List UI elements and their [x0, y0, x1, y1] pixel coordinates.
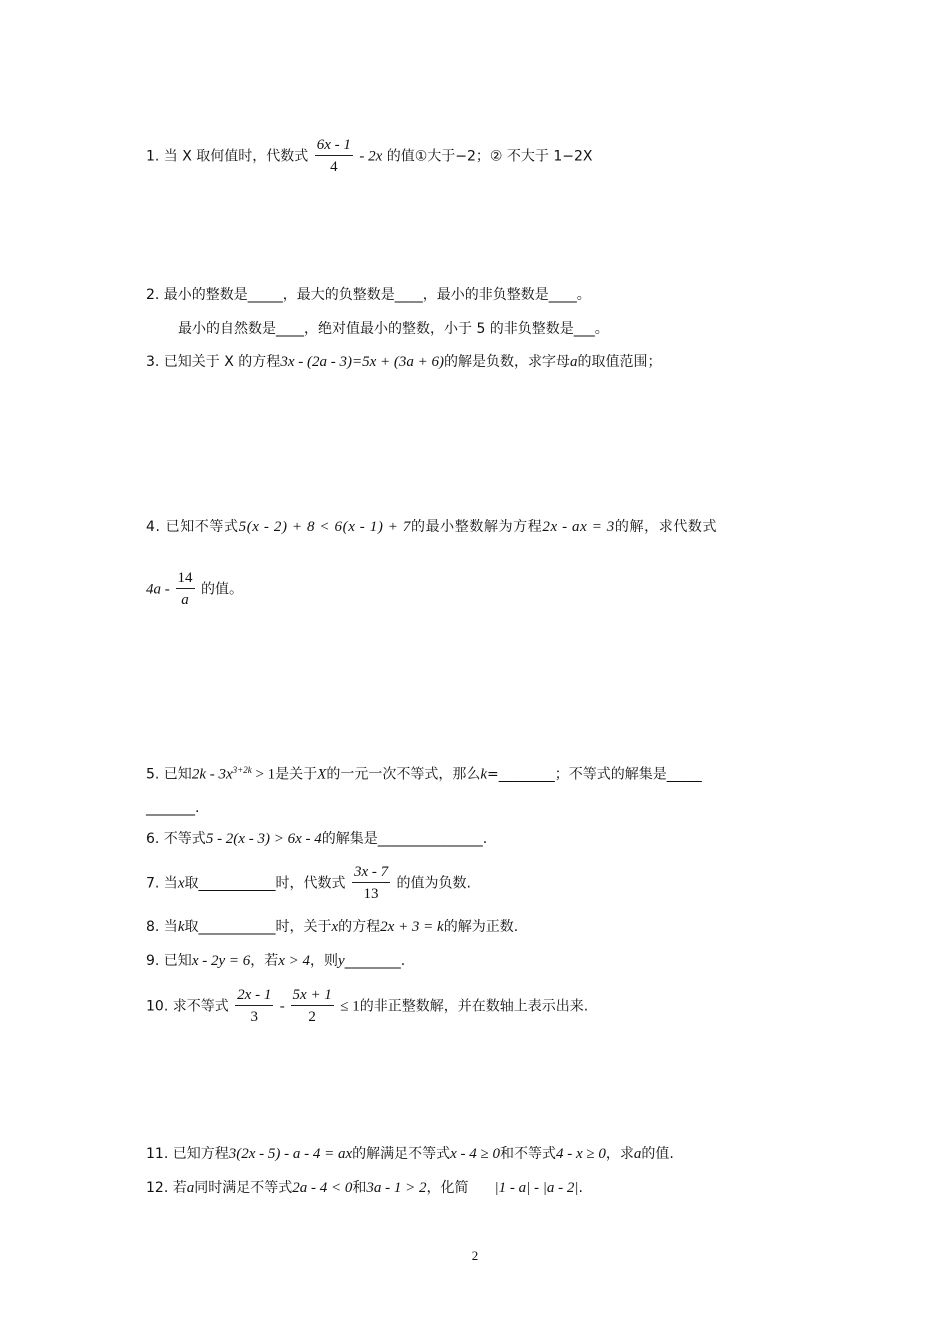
q12-inequality-2: 3a - 1 > 2 [366, 1180, 427, 1196]
q4-expr-suffix: 的值。 [200, 581, 243, 598]
q11-variable: a [633, 1146, 642, 1162]
question-4 [146, 517, 717, 537]
q7-middle: 取___________时，代数式 [184, 875, 346, 892]
q8-equation: 2x + 3 = k [380, 919, 444, 935]
q10-fraction-1 [235, 985, 273, 1028]
q7-variable: x [177, 875, 185, 892]
q4-middle: 的最小整数解为方程 [410, 519, 543, 535]
q8-middle: 取___________时，关于 [184, 919, 332, 935]
q12-inequality-1: 2a - 4 < 0 [292, 1180, 353, 1196]
q12-variable: a [186, 1180, 195, 1196]
q11-suffix: 的值. [641, 1146, 674, 1162]
question-9 [146, 951, 405, 971]
q9-suffix: ________. [344, 953, 406, 969]
q10-frac2-numerator: 5x + 1 [291, 985, 334, 1006]
q5-relation: > 1 [251, 766, 276, 783]
q5-k: k [480, 766, 488, 783]
question-3 [146, 352, 661, 372]
question-4-expression [146, 568, 243, 611]
q4-equation: 2x - ax = 3 [542, 519, 615, 535]
q5-middle-2: 的一元一次不等式，那么 [326, 766, 481, 783]
question-7 [146, 862, 471, 905]
q8-variable: k [177, 919, 185, 935]
q9-equation: x - 2y = 6 [191, 953, 251, 969]
question-2-line-1: 2. 最小的整数是_____，最大的负整数是____，最小的非负整数是____。 [146, 287, 591, 303]
q11-inequality-1: x - 4 ≥ 0 [450, 1146, 501, 1162]
q9-condition: x > 4 [278, 953, 311, 969]
q12-middle-3: ，化简 [426, 1180, 469, 1196]
question-10 [146, 985, 588, 1028]
q3-suffix: 的取值范围； [577, 354, 662, 370]
q12-suffix: . [578, 1180, 583, 1196]
q10-frac2-denominator: 2 [308, 1009, 316, 1025]
q10-frac1-numerator: 2x - 1 [235, 985, 273, 1006]
q9-middle: ，若 [250, 953, 279, 969]
q11-prefix: 11. 已知方程 [146, 1146, 229, 1162]
q7-prefix: 7. 当 [146, 875, 178, 892]
q5-expression: 2k - 3x [191, 766, 233, 783]
q1-frac-numerator: 6x - 1 [315, 135, 353, 156]
q4-prefix: 4. 已知不等式 [146, 519, 239, 535]
question-5 [146, 760, 702, 785]
q10-relation: ≤ 1 [340, 998, 360, 1015]
q11-equation: 3(2x - 5) - a - 4 = ax [228, 1146, 353, 1162]
question-8 [146, 917, 518, 937]
q9-variable: y [338, 953, 345, 969]
q4-inequality: 5(x - 2) + 8 < 6(x - 1) + 7 [238, 519, 411, 535]
q3-variable: a [569, 354, 578, 370]
q1-suffix: 的值①大于−2；② 不大于 1−2X [386, 148, 593, 165]
question-1 [146, 135, 593, 178]
q8-middle-2: 的方程 [338, 919, 381, 935]
q6-inequality: 5 - 2(x - 3) > 6x - 4 [205, 831, 322, 847]
q8-prefix: 8. 当 [146, 919, 178, 935]
q11-inequality-2: 4 - x ≥ 0 [556, 1146, 606, 1162]
q12-middle: 同时满足不等式 [194, 1180, 293, 1196]
question-2-line-2: 最小的自然数是____，绝对值最小的整数，小于 5 的非负整数是___。 [178, 321, 609, 337]
question-11 [146, 1144, 674, 1164]
q3-equation: 3x - (2a - 3)=5x + (3a + 6) [280, 354, 444, 370]
q4-expr-prefix: 4a - [146, 581, 174, 598]
q6-suffix: 的解集是_______________. [321, 831, 488, 847]
q8-variable-2: x [331, 919, 339, 935]
q1-fraction [315, 135, 353, 178]
page-number: 2 [471, 1248, 479, 1263]
q10-prefix: 10. 求不等式 [146, 998, 229, 1015]
question-5-line-2: _______. [146, 800, 200, 816]
q7-fraction [352, 862, 390, 905]
q8-suffix: 的解为正数. [443, 919, 519, 935]
q12-prefix: 12. 若 [146, 1180, 187, 1196]
q6-prefix: 6. 不等式 [146, 831, 206, 847]
q1-expression: - 2x [359, 148, 383, 165]
q1-frac-denominator: 4 [330, 159, 338, 175]
q10-operator: - [279, 998, 289, 1015]
q9-middle-2: ，则 [310, 953, 339, 969]
q5-exponent: 3+2k [232, 765, 252, 775]
q5-suffix: =________；不等式的解集是_____ [487, 766, 702, 783]
q3-prefix: 3. 已知关于 X 的方程 [146, 354, 281, 370]
q11-middle: 的解满足不等式 [352, 1146, 451, 1162]
q4-fraction [176, 568, 195, 611]
q1-prefix: 1. 当 X 取何值时，代数式 [146, 148, 309, 165]
q11-middle-3: ，求 [605, 1146, 634, 1162]
q12-expression: |1 - a| - |a - 2| [494, 1180, 579, 1196]
q5-middle: 是关于 [275, 766, 318, 783]
question-12 [146, 1178, 583, 1198]
q5-variable: X [317, 766, 327, 783]
q10-suffix: 的非正整数解，并在数轴上表示出来. [359, 998, 589, 1015]
q7-frac-denominator: 13 [363, 886, 379, 902]
q7-frac-numerator: 3x - 7 [352, 862, 390, 883]
q10-frac1-denominator: 3 [250, 1009, 258, 1025]
q4-frac-denominator: a [181, 592, 189, 608]
q10-fraction-2 [291, 985, 334, 1028]
q9-prefix: 9. 已知 [146, 953, 192, 969]
q7-suffix: 的值为负数. [396, 875, 471, 892]
question-6 [146, 829, 487, 849]
q12-middle-2: 和 [352, 1180, 367, 1196]
q5-prefix: 5. 已知 [146, 766, 192, 783]
q4-frac-numerator: 14 [176, 568, 195, 589]
q4-suffix: 的解，求代数式 [614, 519, 718, 535]
q3-middle: 的解是负数，求字母 [443, 354, 570, 370]
q11-middle-2: 和不等式 [500, 1146, 557, 1162]
